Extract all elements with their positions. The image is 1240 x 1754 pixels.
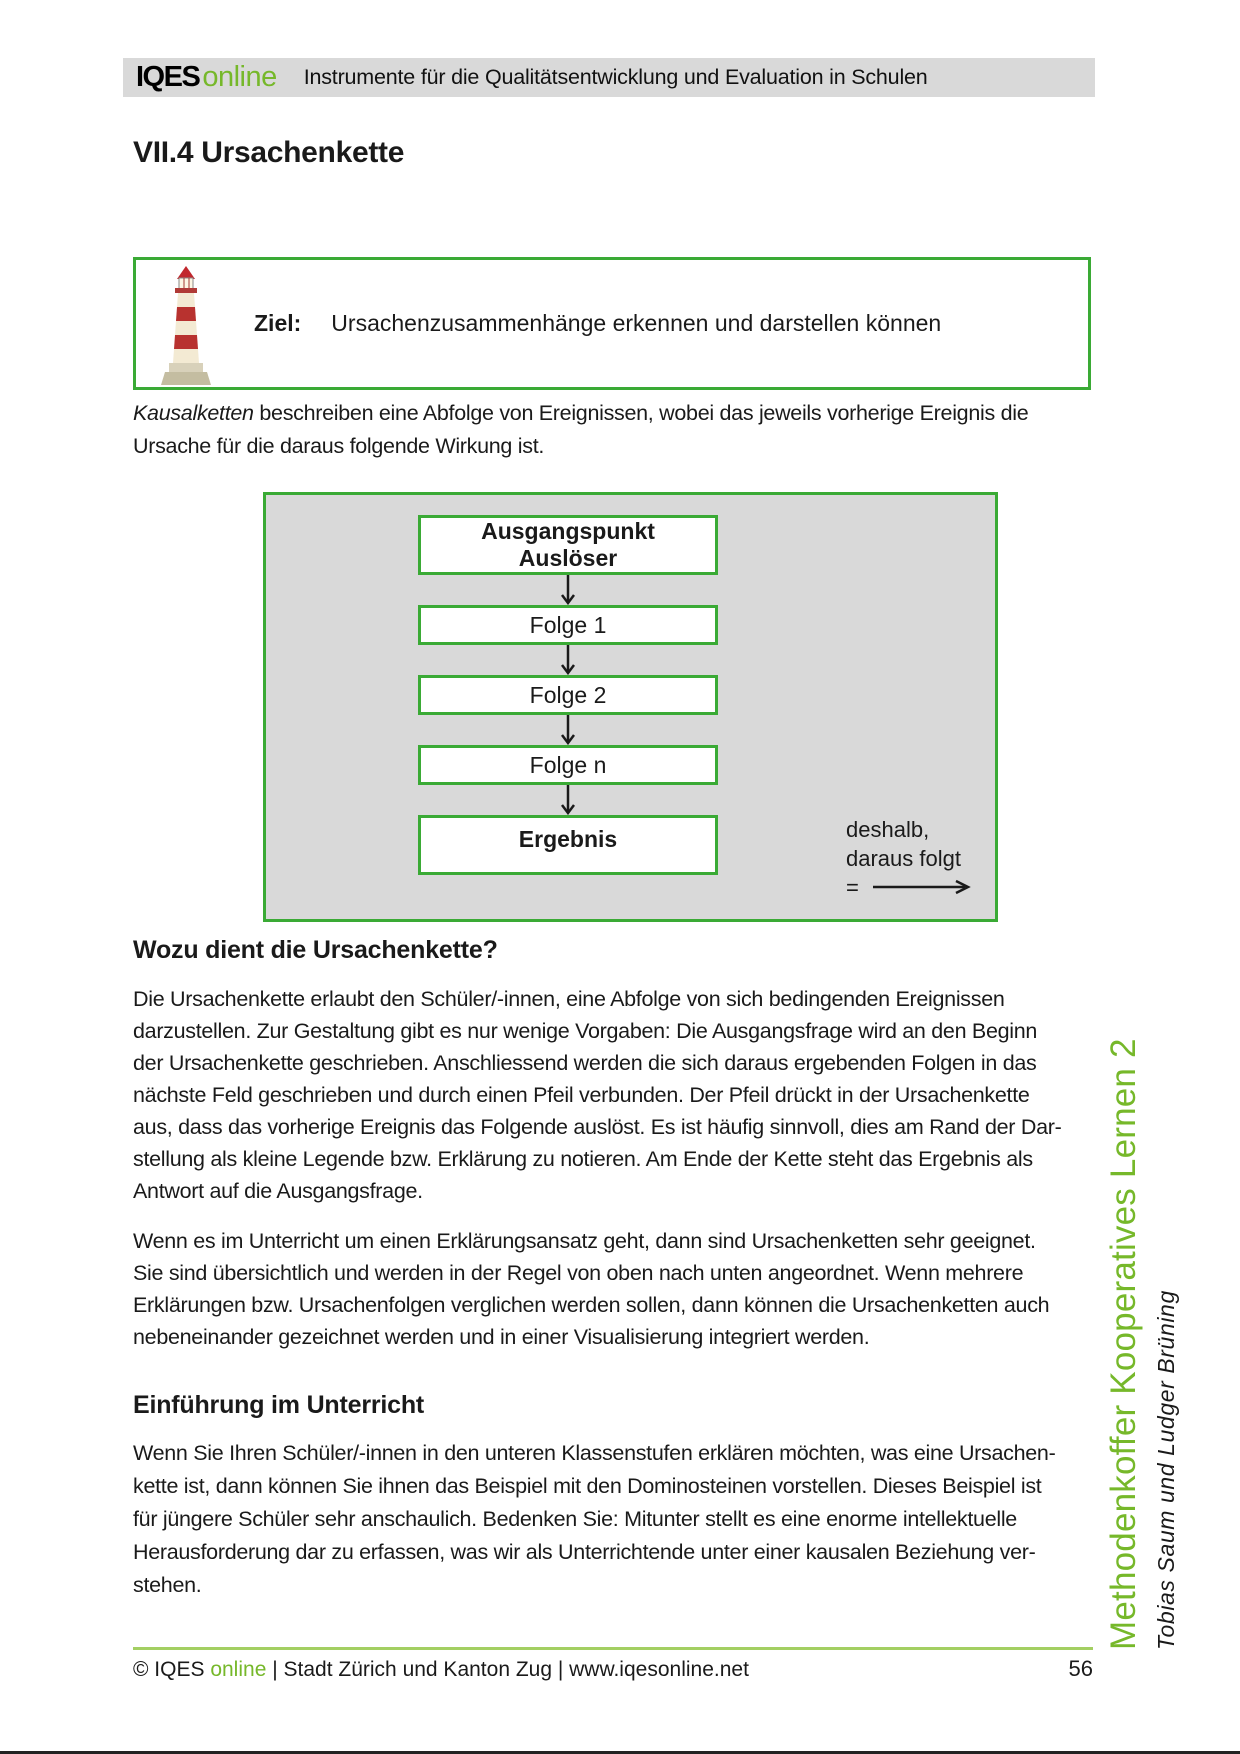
down-arrow-icon <box>559 715 577 745</box>
text-line: darzustellen. Zur Gestaltung gibt es nur wenige Vorgaben: Die Ausgangsfrage wird an den Beginn <box>133 1019 1038 1043</box>
text-line: für jüngere Schüler sehr anschaulich. Bedenken Sie: Mitunter stellt es eine enorme intellektuelle <box>133 1507 1017 1531</box>
header-bar <box>123 58 1095 97</box>
text-line: Sie sind übersichtlich und werden in der Regel von oben nach unten angeordnet. Wenn mehrere <box>133 1261 1024 1285</box>
legend-line2: daraus folgt <box>846 846 961 871</box>
footer-copyright <box>133 1658 749 1682</box>
text-line: kette ist, dann können Sie ihnen das Beispiel mit den Dominosteinen vorstellen. Dieses Beispiel ist <box>133 1474 1042 1498</box>
text-line: Wenn es im Unterricht um einen Erklärungsansatz geht, dann sind Ursachenketten sehr geeignet. <box>133 1229 1036 1253</box>
text-line: Herausforderung dar zu erfassen, was wir als Unterrichtende unter einer kausalen Beziehung ver- <box>133 1540 1036 1564</box>
goal-colon: : <box>293 310 302 336</box>
text-line: stellung als kleine Legende bzw. Erklärung zu notieren. Am Ende der Kette steht das Ergebnis als <box>133 1147 1033 1171</box>
sidebar-authors: Tobias Saum und Ludger Brüning <box>1153 1290 1179 1650</box>
section1-paragraph1 <box>133 983 1061 1207</box>
footer-copyright-suffix: | Stadt Zürich und Kanton Zug | www.iqesonline.net <box>266 1658 749 1681</box>
down-arrow-icon <box>559 575 577 605</box>
text-line: Wenn Sie Ihren Schüler/-innen in den unteren Klassenstufen erklären möchten, was eine Ursachen- <box>133 1441 1056 1465</box>
diagram-box-folgen: Folge n <box>418 745 718 785</box>
text-line: aus, dass das vorherige Ereignis das Folgende auslöst. Es ist häufig sinnvoll, dies am Rand der Dar- <box>133 1115 1062 1139</box>
text-line: der Ursachenkette geschrieben. Anschliessend werden die sich daraus ergebenden Folgen in das <box>133 1051 1037 1075</box>
diagram-box-folge2: Folge 2 <box>418 675 718 715</box>
text-line <box>133 397 1028 430</box>
footer-brand-online: online <box>210 1658 267 1681</box>
down-arrow-icon <box>559 785 577 815</box>
diagram-box-start <box>418 515 718 575</box>
text-line: Erklärungen bzw. Ursachenfolgen verglichen werden sollen, dann können die Ursachenketten auch <box>133 1293 1050 1317</box>
goal-box <box>133 257 1091 390</box>
diagram-box-start-line1: Ausgangspunkt <box>481 518 655 544</box>
footer <box>133 1656 1093 1682</box>
footer-copyright-prefix: © IQES <box>133 1658 211 1681</box>
diagram-legend <box>846 815 973 902</box>
intro-lead-italic: Kausalketten <box>133 401 254 425</box>
brand-online: online <box>202 61 277 93</box>
goal-text: Ursachenzusammenhänge erkennen und darstellen können <box>331 310 942 336</box>
section-heading-wozu: Wozu dient die Ursachenkette? <box>133 936 498 964</box>
header-tagline: Instrumente für die Qualitätsentwicklung und Evaluation in Schulen <box>303 65 928 89</box>
causal-chain-diagram <box>263 492 998 922</box>
page-title: VII.4 Ursachenkette <box>133 136 405 169</box>
text-line: Antwort auf die Ausgangsfrage. <box>133 1179 423 1203</box>
legend-line1: deshalb, <box>846 817 930 842</box>
text-line: Ursache für die daraus folgende Wirkung ist. <box>133 434 545 458</box>
section2-paragraph <box>133 1437 1055 1602</box>
intro-paragraph <box>133 397 1028 463</box>
text-line: nächste Feld geschrieben und durch einen Pfeil verbunden. Der Pfeil drückt in der Ursachenkette <box>133 1083 1030 1107</box>
lighthouse-icon <box>158 265 214 392</box>
down-arrow-icon <box>559 645 577 675</box>
right-arrow-icon <box>873 873 973 902</box>
goal-row <box>254 260 941 387</box>
diagram-box-start-line2: Auslöser <box>518 545 618 571</box>
brand-iqes: IQES <box>136 61 200 93</box>
sidebar-series-title: Methodenkoffer Kooperatives Lernen 2 <box>1104 1038 1143 1650</box>
section1-paragraph2 <box>133 1225 1049 1353</box>
intro-line1-rest: beschreiben eine Abfolge von Ereignissen, wobei das jeweils vorherige Ereignis die <box>253 401 1029 425</box>
goal-label: Ziel <box>254 310 294 336</box>
section-heading-einfuehrung: Einführung im Unterricht <box>133 1391 425 1419</box>
text-line: stehen. <box>133 1573 202 1597</box>
text-line: Die Ursachenkette erlaubt den Schüler/-innen, eine Abfolge von sich bedingenden Ereignissen <box>133 987 1005 1011</box>
footer-divider-line <box>133 1647 1093 1650</box>
legend-equals-row <box>846 873 973 902</box>
text-line: nebeneinander gezeichnet werden und in einer Visualisierung integriert werden. <box>133 1325 870 1349</box>
page-number: 56 <box>1068 1656 1093 1681</box>
diagram-box-result: Ergebnis <box>418 815 718 875</box>
legend-equals: = <box>846 875 859 900</box>
diagram-box-folge1: Folge 1 <box>418 605 718 645</box>
